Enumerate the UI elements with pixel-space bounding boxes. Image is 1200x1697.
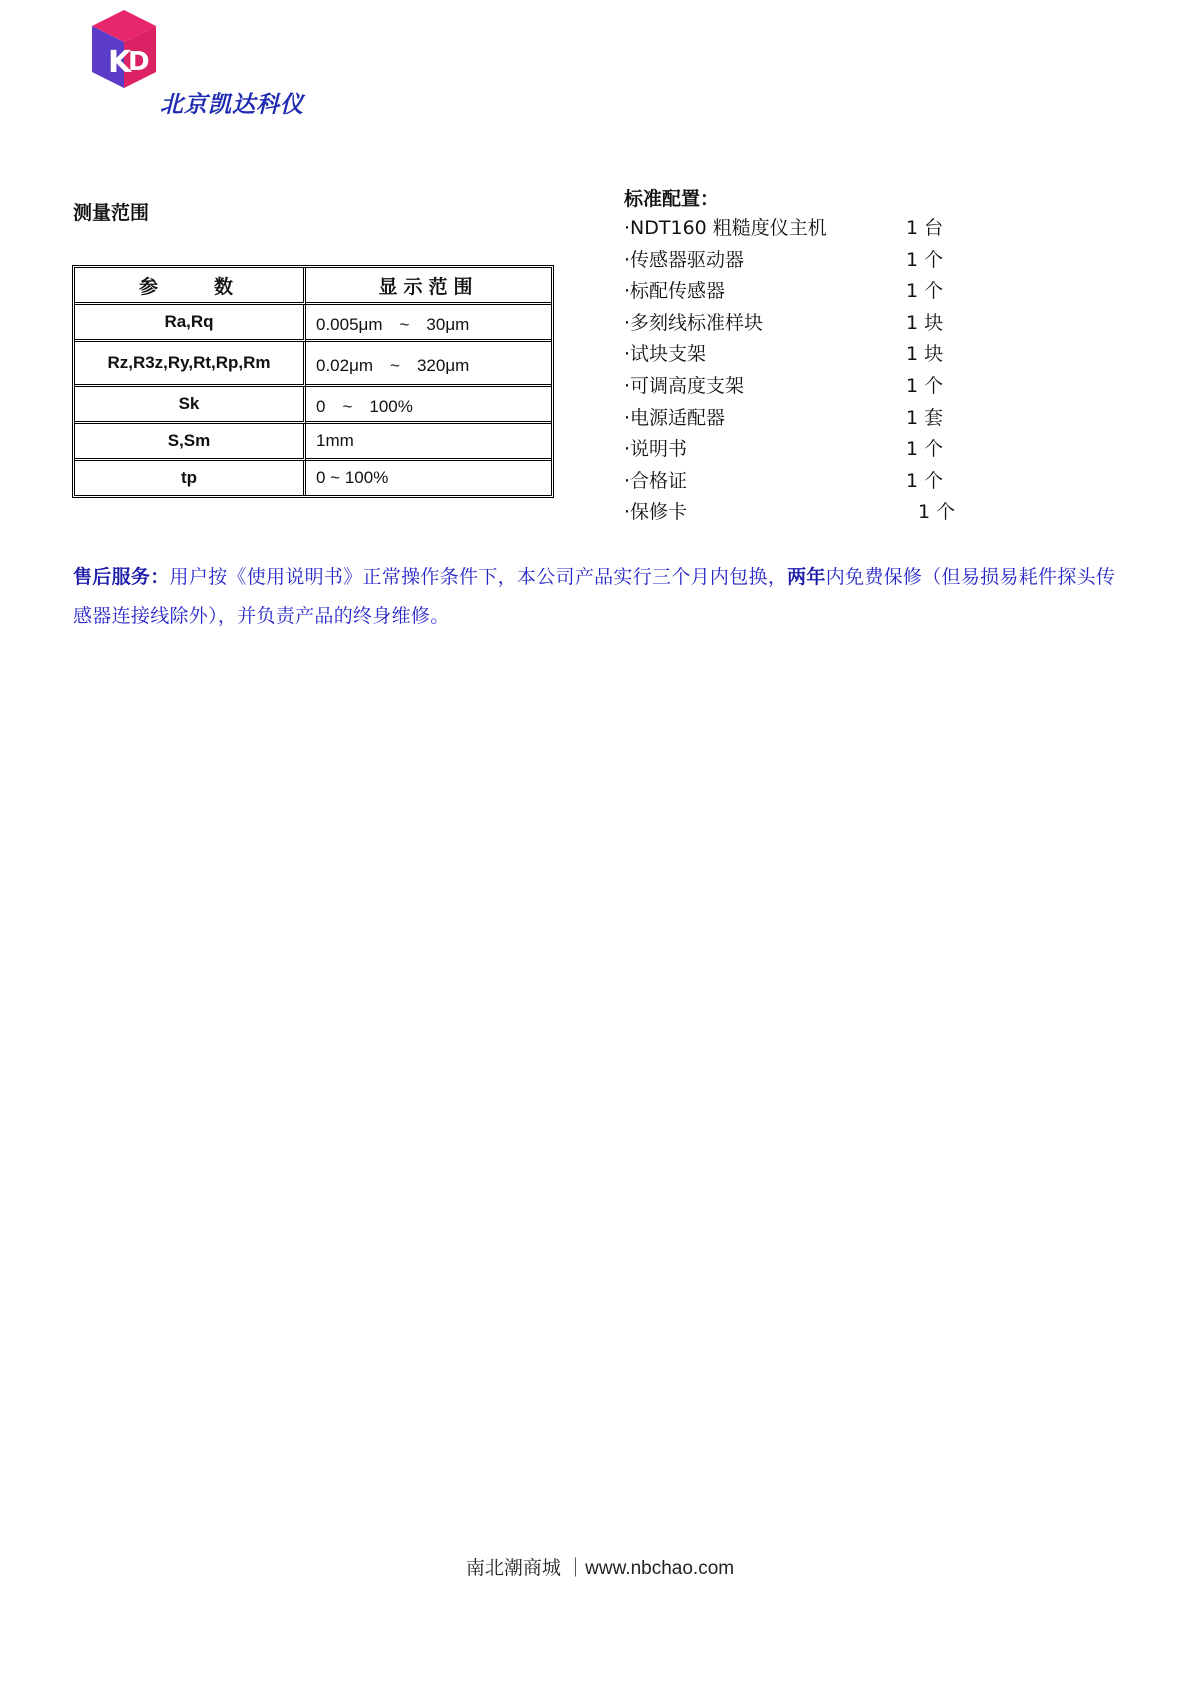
company-logo xyxy=(88,8,160,90)
table-row xyxy=(75,342,551,387)
logo-d-letter: D xyxy=(128,47,150,77)
config-item-qty: 1 个 xyxy=(906,248,944,271)
list-item xyxy=(624,276,984,308)
range-cell: 0.005μm ~ 30μm xyxy=(306,305,551,342)
list-item xyxy=(624,371,984,403)
measurement-range-title: 测量范围 xyxy=(73,202,150,224)
config-item-qty: 1 个 xyxy=(906,438,944,461)
param-cell: Sk xyxy=(75,387,306,424)
page-footer: 南北潮商城 ｜www.nbchao.com xyxy=(465,1558,735,1579)
config-item-name: ·传感器驱动器 xyxy=(624,248,745,271)
config-item-qty: 1 个 xyxy=(918,501,956,524)
logo-k-letter: K xyxy=(108,45,132,80)
param-cell: Ra,Rq xyxy=(75,305,306,342)
config-item-qty: 1 台 xyxy=(906,217,944,239)
config-item-name: ·说明书 xyxy=(624,438,688,461)
config-item-name: ·NDT160 粗糙度仪主机 xyxy=(624,217,827,239)
warranty-emphasis: 两年 xyxy=(787,566,826,588)
config-item-name: ·多刻线标准样块 xyxy=(624,311,764,334)
list-item xyxy=(624,403,984,435)
config-item-name: ·试块支架 xyxy=(624,343,707,366)
param-cell: S,Sm xyxy=(75,424,306,461)
company-name: 北京凯达科仪 xyxy=(160,91,304,118)
list-item xyxy=(624,497,984,529)
measurement-range-table xyxy=(72,265,554,498)
list-item xyxy=(624,339,984,371)
range-cell: 0 ~ 100% xyxy=(316,468,389,487)
config-item-qty: 1 块 xyxy=(906,343,944,366)
header-range: 显示范围 xyxy=(306,268,551,305)
range-cell: 0 ~ 100% xyxy=(306,387,551,424)
config-item-qty: 1 块 xyxy=(906,311,944,334)
param-cell: Rz,R3z,Ry,Rt,Rp,Rm xyxy=(75,342,306,387)
after-sales-text-continued: 内免费保修（但易损易耗件探头传感器连接线除外），并负责产品的终身维修。 xyxy=(73,566,1116,627)
standard-config-title: 标准配置： xyxy=(624,188,720,210)
config-item-name: ·保修卡 xyxy=(624,501,688,524)
list-item xyxy=(624,308,984,340)
config-item-qty: 1 个 xyxy=(906,280,944,303)
list-item xyxy=(624,434,984,466)
config-item-name: ·电源适配器 xyxy=(624,406,726,429)
standard-config-list xyxy=(624,213,984,529)
param-cell: tp xyxy=(75,461,306,495)
table-row xyxy=(75,387,551,424)
config-item-name: ·标配传感器 xyxy=(624,280,726,303)
list-item xyxy=(624,213,984,245)
range-cell: 1mm xyxy=(306,424,551,461)
after-sales-paragraph xyxy=(73,558,1133,636)
config-item-qty: 1 个 xyxy=(906,469,944,492)
list-item xyxy=(624,466,984,498)
config-item-qty: 1 个 xyxy=(906,374,944,397)
list-item xyxy=(624,245,984,277)
header-param: 参 数 xyxy=(75,268,306,305)
range-cell: 0.02μm ~ 320μm xyxy=(306,342,551,387)
config-item-name: ·合格证 xyxy=(624,469,688,492)
config-item-qty: 1 套 xyxy=(906,406,944,429)
table-row xyxy=(75,305,551,342)
after-sales-label: 售后服务： xyxy=(73,566,170,588)
table-header-row xyxy=(75,268,551,305)
after-sales-text: 用户按《使用说明书》正常操作条件下，本公司产品实行三个月内包换， xyxy=(169,566,788,588)
table-row xyxy=(75,461,551,495)
config-item-name: ·可调高度支架 xyxy=(624,374,745,397)
table-row xyxy=(75,424,551,461)
